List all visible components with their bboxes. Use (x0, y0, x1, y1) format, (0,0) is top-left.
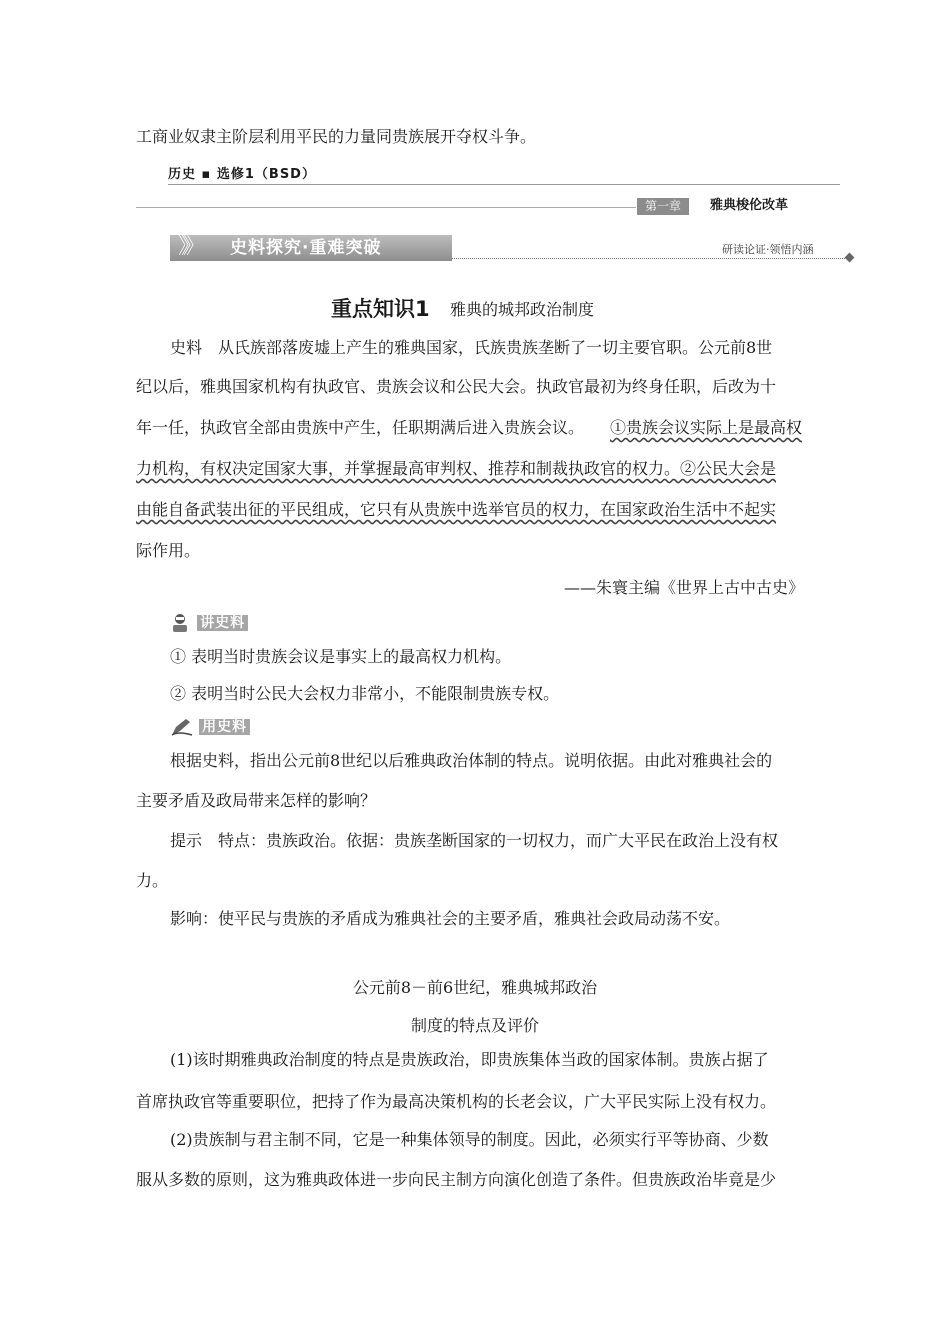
summary-para: 服从多数的原则，这为雅典政体进一步向民主制方向演化创造了条件。但贵族政治毕竟是少 (136, 1170, 777, 1189)
impact-line: 影响：使平民与贵族的矛盾成为雅典社会的主要矛盾，雅典社会政局动荡不安。 (170, 909, 731, 928)
source-line: 年一任，执政官全部由贵族中产生，任职期满后进入贵族会议。 (136, 418, 585, 437)
banner-subtitle: 研读论证·领悟内涵 (722, 243, 814, 256)
summary-para: 首席执政官等重要职位，把持了作为最高决策机构的长老会议，广大平民实际上没有权力。 (136, 1092, 777, 1111)
chapter-rule (136, 207, 636, 208)
chapter-tag: 第一章 (637, 198, 689, 215)
explain-item: ① 表明当时贵族会议是事实上的最高权力机构。 (170, 647, 512, 666)
chapter-title: 雅典梭伦改革 (710, 198, 789, 213)
chevron-right-icon: 》》 (178, 234, 200, 259)
summary-heading: 制度的特点及评价 (410, 1016, 539, 1035)
hint-line: 提示 特点：贵族政治。依据：贵族垄断国家的一切权力，而广大平民在政治上没有权 (170, 831, 779, 850)
explain-item: ② 表明当时公民大会权力非常小，不能限制贵族专权。 (170, 684, 560, 703)
source-citation: ——朱寰主编《世界上古中古史》 (564, 578, 805, 597)
key-point-title: 重点知识1 (331, 297, 430, 321)
banner-title: 史料探究·重难突破 (230, 238, 382, 258)
explain-header (170, 612, 248, 633)
key-point-subtitle: 雅典的城邦政治制度 (450, 300, 595, 319)
dotted-rule (452, 258, 847, 259)
apply-header (170, 716, 250, 737)
summary-para: (1)该时期雅典政治制度的特点是贵族政治，即贵族集体当政的国家体制。贵族占据了 (170, 1050, 769, 1069)
question-line: 主要矛盾及政局带来怎样的影响？ (136, 791, 377, 810)
summary-para: (2)贵族制与君主制不同，它是一种集体领导的制度。因此，必须实行平等协商、少数 (170, 1130, 769, 1149)
pen-icon (170, 717, 194, 737)
summary-heading: 公元前8－前6世纪，雅典城邦政治 (352, 978, 598, 997)
source-line: 纪以后，雅典国家机构有执政官、贵族会议和公民大会。执政官最初为终身任职，后改为十 (136, 377, 777, 396)
header-rule (168, 184, 840, 185)
hint-line: 力。 (136, 871, 169, 890)
question-line: 根据史料，指出公元前8世纪以后雅典政治体制的特点。说明依据。由此对雅典社会的 (170, 751, 773, 770)
explain-label: 讲史料 (197, 615, 248, 631)
source-line-emphasis: 由能自备武装出征的平民组成，它只有从贵族中选举官员的权力，在国家政治生活中不起实 (136, 500, 777, 519)
reader-icon (170, 613, 192, 633)
source-line-emphasis: ①贵族会议实际上是最高权 (610, 418, 803, 437)
diamond-icon (845, 253, 855, 263)
apply-label: 用史料 (199, 719, 250, 735)
running-header: 历史 ▪ 选修1（BSD） (168, 167, 316, 182)
source-line: 际作用。 (136, 541, 201, 560)
source-line: 史料 从氏族部落废墟上产生的雅典国家，氏族贵族垄断了一切主要官职。公元前8世 (170, 338, 773, 357)
source-line-emphasis: 力机构，有权决定国家大事，并掌握最高审判权、推荐和制裁执政官的权力。②公民大会是 (136, 459, 777, 478)
continued-text: 工商业奴隶主阶层利用平民的力量同贵族展开夺权斗争。 (136, 127, 537, 146)
